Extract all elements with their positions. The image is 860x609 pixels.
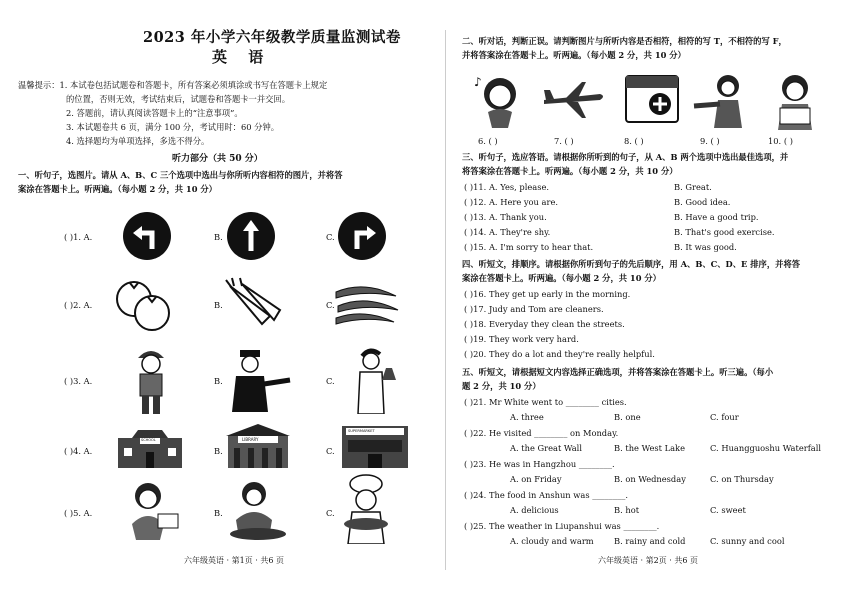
question-label: ( )15. A. I'm sorry to hear that. <box>464 242 594 252</box>
option-label: C. <box>326 300 335 310</box>
option-label: B. <box>214 232 223 242</box>
section1-instruction: 案涂在答题卡上。听两遍。（每小题 2 分，共 10 分） <box>18 184 217 194</box>
supermarket-building-icon <box>340 424 410 468</box>
exam-page-2 <box>450 0 860 609</box>
option-label: B. rainy and cold <box>614 536 686 546</box>
question-label: ( )4. A. <box>64 446 93 456</box>
option-label: B. It was good. <box>674 242 737 252</box>
option-label: B. <box>214 508 223 518</box>
question-label: ( )23. He was in Hangzhou ________. <box>464 459 615 469</box>
option-label: C. Huangguoshu Waterfall <box>710 443 822 453</box>
question-label: ( )17. Judy and Tom are cleaners. <box>464 304 604 314</box>
page-divider <box>445 30 446 570</box>
question-label: ( )11. A. Yes, please. <box>464 182 550 192</box>
building-label: LIBRARY <box>242 437 259 442</box>
building-label: SCHOOL <box>141 438 156 442</box>
note-line: 温馨提示：1. 本试卷包括试题卷和答题卡，所有答案必须填涂或书写在答题卡上规定 <box>18 80 328 90</box>
listening-header: 听力部分（共 50 分） <box>172 154 263 164</box>
option-label: B. on Wednesday <box>614 474 686 484</box>
question-label: ( )12. A. Here you are. <box>464 197 558 207</box>
option-label: A. cloudy and warm <box>510 536 594 546</box>
exam-subject: 英 语 <box>212 48 272 66</box>
option-label: C. <box>326 232 335 242</box>
turn-left-sign-icon <box>122 211 172 265</box>
option-label: B. hot <box>614 505 640 515</box>
question-label: 7. ( ) <box>554 136 574 146</box>
option-label: A. the Great Wall <box>510 443 582 453</box>
question-label: 9. ( ) <box>700 136 720 146</box>
question-label: 8. ( ) <box>624 136 644 146</box>
option-label: C. sweet <box>710 505 746 515</box>
option-label: C. sunny and cool <box>710 536 785 546</box>
question-label: 10. ( ) <box>768 136 793 146</box>
worker-icon <box>130 344 172 420</box>
option-label: B. <box>214 376 223 386</box>
option-label: B. one <box>614 412 641 422</box>
school-building-icon <box>116 428 184 468</box>
option-label: B. the West Lake <box>614 443 685 453</box>
airplane-icon <box>542 80 606 124</box>
question-label: 6. ( ) <box>478 136 498 146</box>
option-label: C. on Thursday <box>710 474 774 484</box>
option-label: B. That's good exercise. <box>674 227 775 237</box>
question-label: ( )22. He visited ________ on Monday. <box>464 428 619 438</box>
question-label: ( )18. Everyday they clean the streets. <box>464 319 625 329</box>
note-line: 3. 本试题卷共 6 页，满分 100 分，考试用时：60 分钟。 <box>66 122 280 132</box>
option-label: B. <box>214 446 223 456</box>
go-straight-sign-icon <box>226 211 276 265</box>
section3-instruction: 三、听句子，选应答语。请根据你所听到的句子，从 A、B 两个选项中选出最佳选项，并 <box>462 152 789 162</box>
carrots-icon <box>222 276 284 338</box>
question-label: ( )16. They get up early in the morning. <box>464 289 631 299</box>
option-label: B. Good idea. <box>674 197 731 207</box>
green-beans-icon <box>334 282 400 330</box>
note-line: 2. 答题前，请认真阅读答题卡上的“注意事项”。 <box>66 108 243 118</box>
option-label: C. <box>326 376 335 386</box>
boy-reading-icon <box>772 72 818 134</box>
option-label: B. <box>214 300 223 310</box>
question-label: ( )2. A. <box>64 300 93 310</box>
tomatoes-icon <box>112 273 174 339</box>
option-label: A. three <box>510 412 544 422</box>
girl-music-icon <box>472 72 524 132</box>
question-label: ( )13. A. Thank you. <box>464 212 547 222</box>
question-label: ( )3. A. <box>64 376 93 386</box>
svg-text:♪: ♪ <box>474 75 482 89</box>
section2-instruction: 二、听对话，判断正误。请判断图片与所听内容是否相符，相符的写 T，不相符的写 F， <box>462 36 787 46</box>
section1-instruction: 一、听句子，选图片。请从 A、B、C 三个选项中选出与你所听内容相符的图片，并将答 <box>18 170 343 180</box>
option-label: B. Great. <box>674 182 712 192</box>
girl-reading-icon <box>124 480 180 546</box>
page-footer: 六年级英语 · 第1页 · 共6 页 <box>184 556 284 565</box>
question-label: ( )19. They work very hard. <box>464 334 579 344</box>
option-label: A. on Friday <box>510 474 562 484</box>
question-label: ( )5. A. <box>64 508 93 518</box>
option-label: A. delicious <box>510 505 559 515</box>
section4-instruction: 四、听短文，排顺序。请根据你所听到句子的先后顺序，用 A、B、C、D、E 排序，并将答 <box>462 259 801 269</box>
question-label: ( )24. The food in Anshun was ________. <box>464 490 629 500</box>
option-label: B. Have a good trip. <box>674 212 759 222</box>
question-label: ( )1. A. <box>64 232 93 242</box>
policeman-icon <box>226 346 296 416</box>
option-label: C. four <box>710 412 739 422</box>
question-label: ( )25. The weather in Liupanshui was ________. <box>464 521 660 531</box>
section2-instruction: 并将答案涂在答题卡上。听两遍。（每小题 2 分，共 10 分） <box>462 50 686 60</box>
section5-instruction: 五、听短文，请根据短文内容选择正确选项，并将答案涂在答题卡上。听三遍。（每小 <box>462 367 774 377</box>
woman-pointing-icon <box>692 72 748 132</box>
note-line: 4. 选择题均为单项选择，多选不得分。 <box>66 136 210 146</box>
library-building-icon <box>224 424 292 468</box>
section4-instruction: 案涂在答题卡上。听两遍。（每小题 2 分，共 10 分） <box>462 273 661 283</box>
hospital-icon <box>624 74 680 128</box>
exam-title: 2023 年小学六年级教学质量监测试卷 <box>143 29 401 46</box>
section3-instruction: 将答案涂在答题卡上。听两遍。（每小题 2 分，共 10 分） <box>462 166 678 176</box>
turn-right-sign-icon <box>337 211 387 265</box>
question-label: ( )14. A. They're shy. <box>464 227 551 237</box>
girl-washing-icon <box>226 480 288 544</box>
option-label: C. <box>326 508 335 518</box>
page-footer: 六年级英语 · 第2页 · 共6 页 <box>598 556 698 565</box>
chef-girl-icon <box>336 474 398 548</box>
scientist-icon <box>350 344 400 418</box>
building-label: SUPERMARKET <box>348 429 375 433</box>
option-label: C. <box>326 446 335 456</box>
note-line: 的位置，否则无效，考试结束后，试题卷和答题卡一并交回。 <box>66 94 291 104</box>
section5-instruction: 题 2 分，共 10 分） <box>462 381 541 391</box>
question-label: ( )21. Mr White went to ________ cities. <box>464 397 627 407</box>
question-label: ( )20. They do a lot and they're really helpful. <box>464 349 655 359</box>
